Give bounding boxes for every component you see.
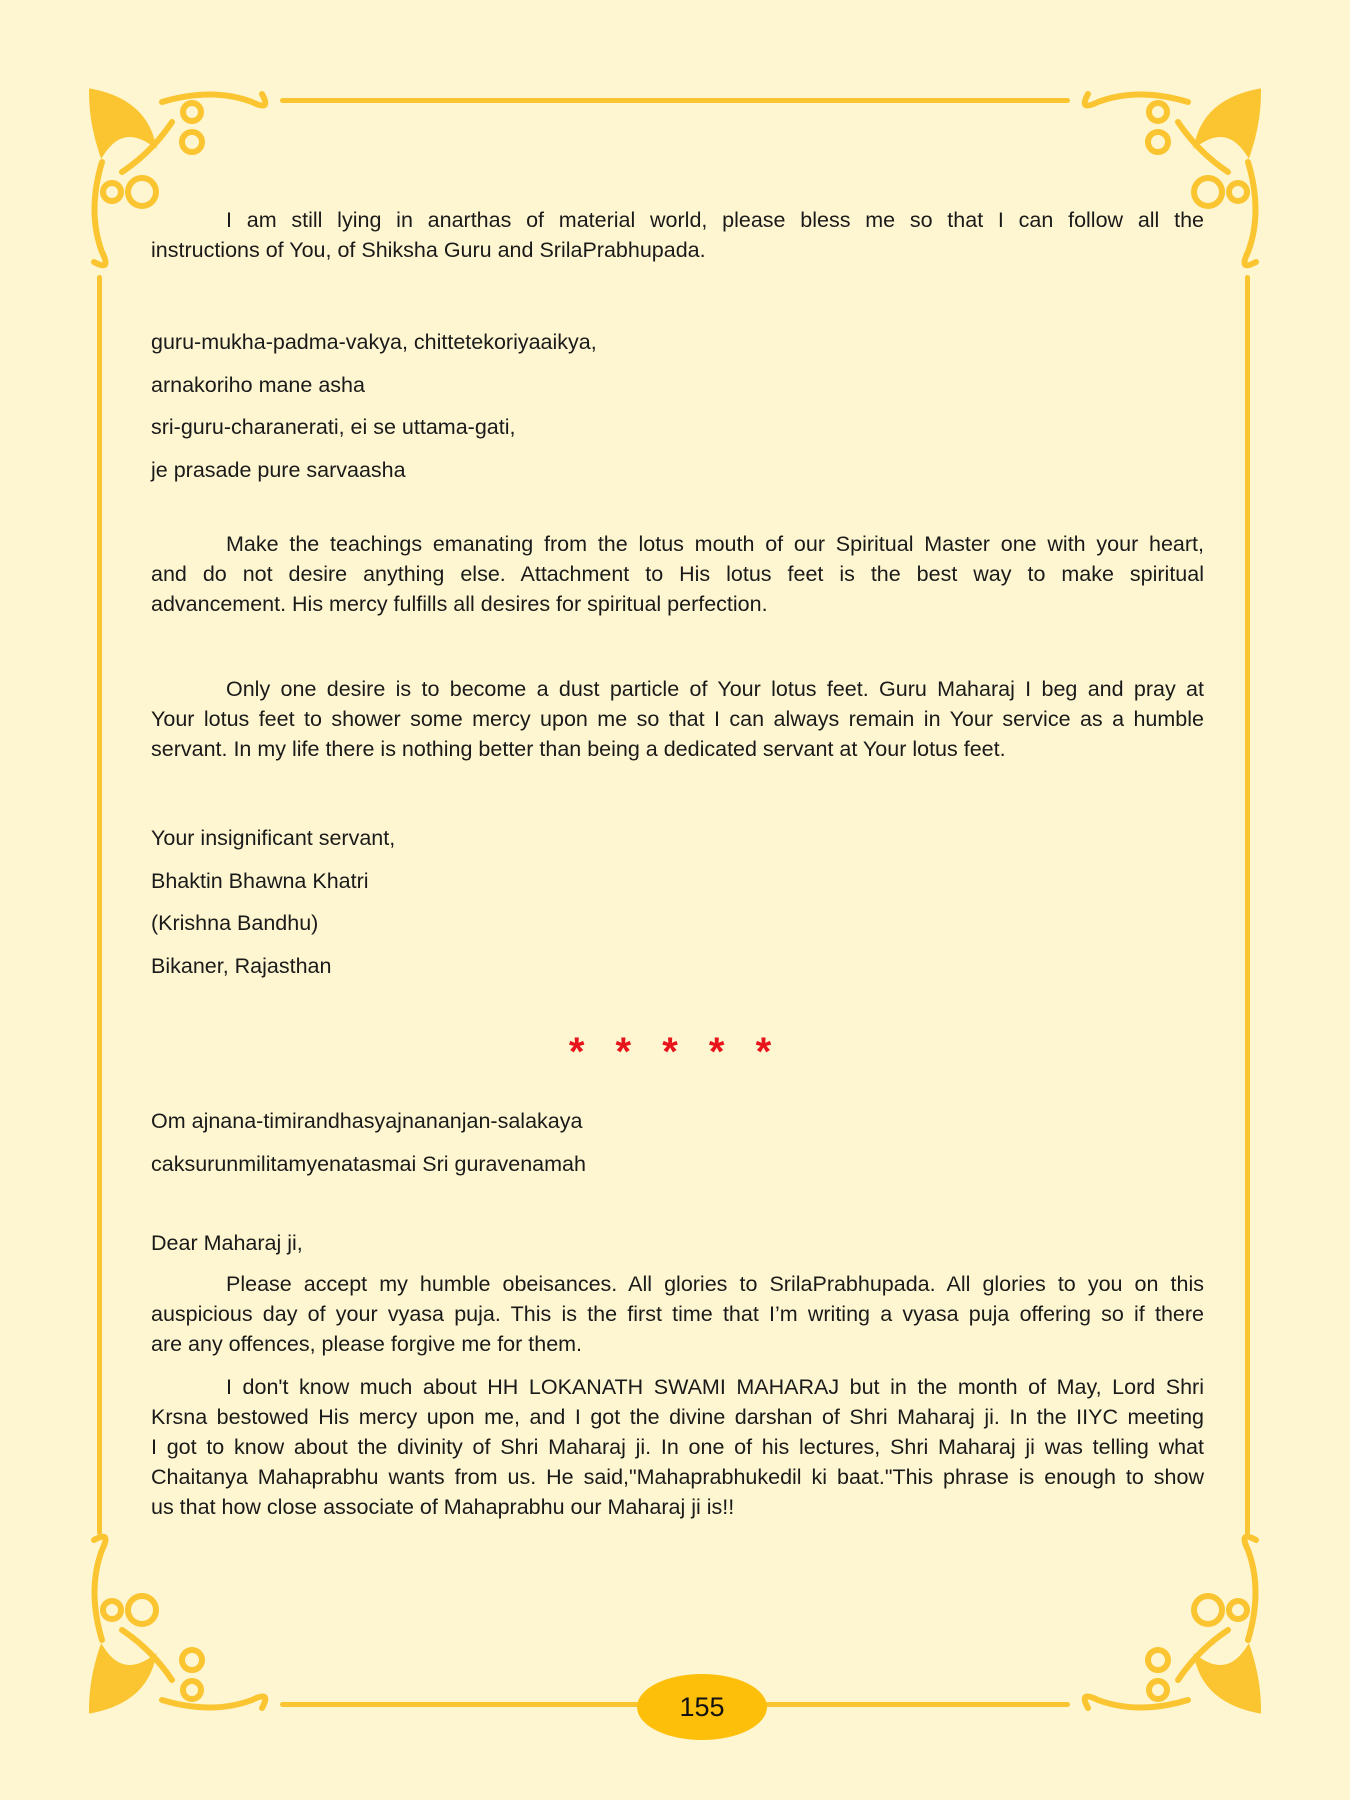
signature-location: Bikaner, Rajasthan: [151, 953, 332, 978]
text-line: instructions of You, of Shiksha Guru and SrilaPrabhupada.: [151, 238, 706, 262]
text-line: Make the teachings emanating from the lotus mouth of our Spiritual Master one with your heart,: [226, 532, 1204, 556]
text-line: I don't know much about HH LOKANATH SWAMI MAHARAJ but in the month of May, Lord Shri: [226, 1375, 1204, 1399]
verse-line: sri-guru-charanerati, ei se uttama-gati,: [151, 415, 516, 439]
text-line: Please accept my humble obeisances. All glories to SrilaPrabhupada. All glories to you on this: [226, 1272, 1204, 1296]
signature: [151, 817, 1204, 987]
verse-line: caksurunmilitamyenatasmai Sri guravenamah: [151, 1152, 586, 1176]
corner-ornament-icon: [82, 1520, 282, 1720]
page-number: 155: [679, 1691, 725, 1722]
corner-ornament-icon: [1068, 1520, 1268, 1720]
signature-line: Your insignificant servant,: [151, 826, 396, 850]
verse-line: je prasade pure sarvaasha: [151, 457, 406, 482]
border-bottom-right: [765, 1702, 1070, 1707]
signature-line: (Krishna Bandhu): [151, 911, 319, 935]
paragraph-2: [151, 529, 1204, 619]
verse-1: [151, 321, 1204, 491]
verse-line: Om ajnana-timirandhasyajnananjan-salakaya: [151, 1109, 583, 1133]
text-line: I got to know about the divinity of Shri Maharaj ji. In one of his lectures, Shri Maharaj ji was telling what: [151, 1435, 1204, 1459]
paragraph-3: [151, 674, 1204, 764]
text-line: Your lotus feet to shower some mercy upon me so that I can always remain in Your service as a humble: [151, 707, 1204, 731]
text-line: us that how close associate of Mahaprabhu our Maharaj ji is!!: [151, 1495, 735, 1519]
text-line: Krsna bestowed His mercy upon me, and I got the divine darshan of Shri Maharaj ji. In the IIYC meeting: [151, 1405, 1204, 1429]
text-line: are any offences, please forgive me for them.: [151, 1332, 583, 1356]
text-line: Chaitanya Mahaprabhu wants from us. He said,"Mahaprabhukedil ki baat."This phrase is enough to show: [151, 1465, 1204, 1489]
text-line: and do not desire anything else. Attachment to His lotus feet is the best way to make spiritual: [151, 562, 1204, 586]
text-line: servant. In my life there is nothing better than being a dedicated servant at Your lotus feet.: [151, 737, 1006, 761]
text-line: I am still lying in anarthas of material world, please bless me so that I can follow all the: [226, 208, 1204, 232]
page-number-badge: [637, 1674, 767, 1740]
border-top: [280, 98, 1070, 103]
text-line: advancement. His mercy fulfills all desires for spiritual perfection.: [151, 592, 768, 616]
separator-stars: * * * * *: [568, 1030, 782, 1074]
text-line: Only one desire is to become a dust particle of Your lotus feet. Guru Maharaj I beg and pray at: [226, 677, 1204, 701]
border-right: [1245, 275, 1250, 1535]
verse-2: [151, 1100, 1204, 1186]
signature-name: Bhaktin Bhawna Khatri: [151, 868, 369, 893]
verse-line: arnakoriho mane asha: [151, 372, 365, 397]
text-line: auspicious day of your vyasa puja. This is the first time that I’m writing a vyasa puja offering so if there: [151, 1302, 1204, 1326]
salutation: [151, 1228, 1204, 1258]
salutation-text: Dear Maharaj ji,: [151, 1231, 303, 1255]
border-bottom-left: [280, 1702, 640, 1707]
paragraph-5: [151, 1372, 1204, 1522]
paragraph-1: [151, 205, 1204, 265]
border-left: [97, 275, 102, 1535]
verse-line: guru-mukha-padma-vakya, chittetekoriyaaikya,: [151, 330, 597, 354]
paragraph-4: [151, 1269, 1204, 1359]
